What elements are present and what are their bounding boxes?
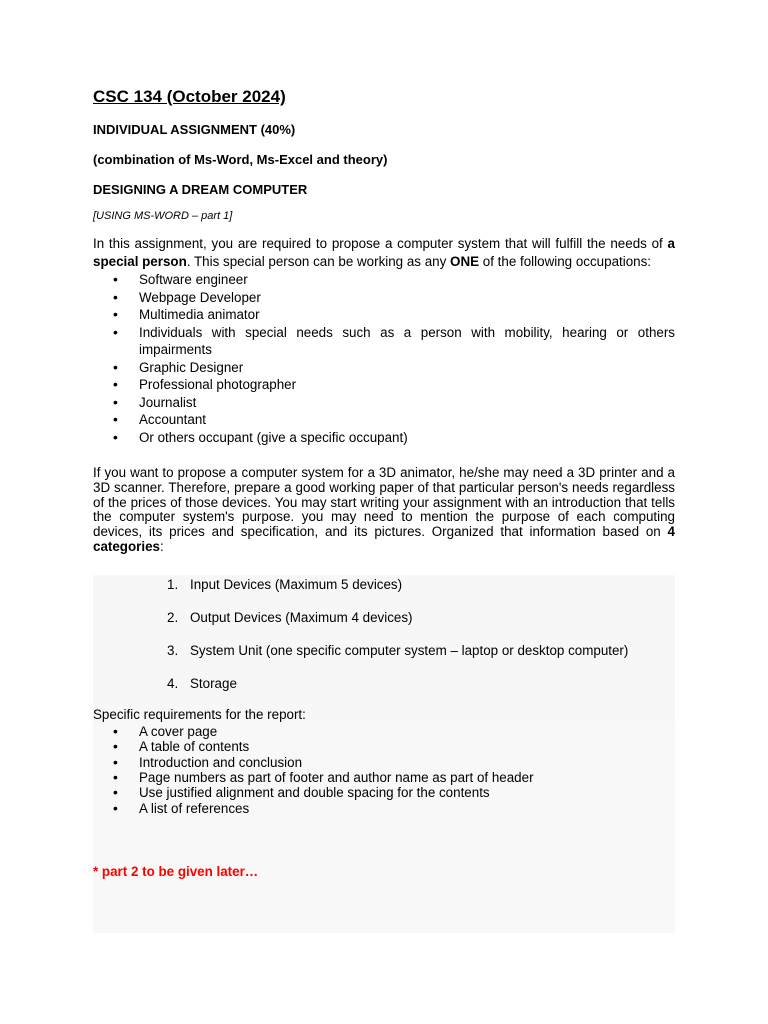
list-item (93, 739, 675, 754)
bullet-icon: • (113, 288, 118, 305)
list-number: 3. (167, 642, 179, 658)
list-item (93, 271, 675, 289)
list-item-text: Multimedia animator (139, 307, 260, 322)
list-item-text: Software engineer (139, 272, 248, 287)
list-number: 2. (167, 609, 179, 625)
bullet-icon: • (113, 428, 118, 445)
requirements-list (93, 724, 675, 816)
list-item (93, 755, 675, 770)
list-item-text: A table of contents (139, 739, 250, 755)
list-item (93, 675, 675, 693)
bullet-icon: • (113, 393, 118, 410)
list-item (93, 576, 675, 594)
project-heading: DESIGNING A DREAM COMPUTER (93, 182, 308, 197)
list-item-text: Page numbers as part of footer and author name as part of header (139, 770, 534, 785)
list-item-text: Output Devices (Maximum 4 devices) (190, 609, 413, 625)
proposal-paragraph (93, 466, 675, 555)
list-item (93, 394, 675, 412)
proposal-end: : (160, 538, 164, 554)
list-item (93, 359, 675, 377)
list-item (93, 609, 675, 627)
list-item (93, 289, 675, 307)
part2-note: * part 2 to be given later… (93, 864, 259, 880)
list-item (93, 429, 675, 447)
list-item (93, 801, 675, 816)
intro-text-2: . This special person can be working as any (186, 254, 451, 269)
intro-bold-special-person: a special person (93, 236, 675, 269)
list-item-text: Accountant (139, 412, 206, 427)
bullet-icon: • (113, 323, 118, 340)
list-number: 4. (167, 675, 179, 691)
list-item-text: Use justified alignment and double spacing for the contents (139, 785, 490, 801)
list-item-text: Input Devices (Maximum 5 devices) (190, 576, 403, 592)
bullet-icon: • (113, 271, 118, 287)
list-item (93, 642, 675, 660)
bullet-icon: • (113, 738, 118, 755)
bullet-icon: • (113, 306, 118, 322)
list-item (93, 411, 675, 429)
list-item (93, 306, 675, 324)
proposal-bold-categories: 4 categories (93, 524, 675, 554)
bullet-icon: • (113, 358, 118, 375)
list-item (93, 376, 675, 394)
spacer (93, 446, 675, 466)
requirements-intro: Specific requirements for the report: (93, 706, 306, 722)
list-item-text: Introduction and conclusion (139, 754, 303, 770)
list-item-text: Individuals with special needs such as a person with mobility, hearing or others impairments (139, 324, 675, 357)
list-item-text: Journalist (139, 394, 197, 410)
list-item-text: Or others occupant (give a specific occupant) (139, 429, 408, 445)
combination-heading: (combination of Ms-Word, Ms-Excel and theory) (93, 152, 388, 167)
proposal-text: If you want to propose a computer system for a 3D animator, he/she may need a 3D printer and a 3D scanner. Therefore, prepare a good working paper of that particular person's needs regardless of the prices of those devices. You may start writing your assignment with an introduction that tells the computer system's purpose. you may need to mention the purpose of each computing devices, its prices and specification, and its pictures. Organized that information based on (93, 465, 675, 540)
bullet-icon: • (113, 722, 118, 739)
bullet-icon: • (113, 784, 118, 801)
document-title: CSC 134 (October 2024) (93, 87, 286, 106)
list-item (93, 785, 675, 800)
occupation-list (93, 271, 675, 446)
bullet-icon: • (113, 411, 118, 427)
intro-text-1: In this assignment, you are required to propose a computer system that will fulfill the needs of (93, 236, 668, 251)
intro-text-3: of the following occupations: (479, 254, 652, 269)
category-list (93, 576, 675, 693)
list-item (93, 724, 675, 739)
list-item-text: Graphic Designer (139, 359, 244, 375)
list-item-text: A list of references (139, 800, 250, 816)
bullet-icon: • (113, 769, 118, 785)
list-item-text: Webpage Developer (139, 289, 261, 305)
list-item (93, 324, 675, 359)
list-number: 1. (167, 576, 179, 592)
bullet-icon: • (113, 753, 118, 770)
assignment-heading: INDIVIDUAL ASSIGNMENT (40%) (93, 122, 296, 137)
usage-note: [USING MS-WORD – part 1] (93, 210, 233, 222)
list-item-text: System Unit (one specific computer system – laptop or desktop computer) (190, 642, 629, 658)
list-item-text: Storage (190, 675, 237, 691)
bullet-icon: • (113, 799, 118, 816)
intro-bold-one: ONE (450, 254, 480, 269)
list-item-text: Professional photographer (139, 377, 297, 392)
list-item (93, 770, 675, 785)
document-page (93, 86, 675, 881)
intro-paragraph (93, 235, 675, 271)
bullet-icon: • (113, 376, 118, 392)
list-item-text: A cover page (139, 723, 218, 739)
